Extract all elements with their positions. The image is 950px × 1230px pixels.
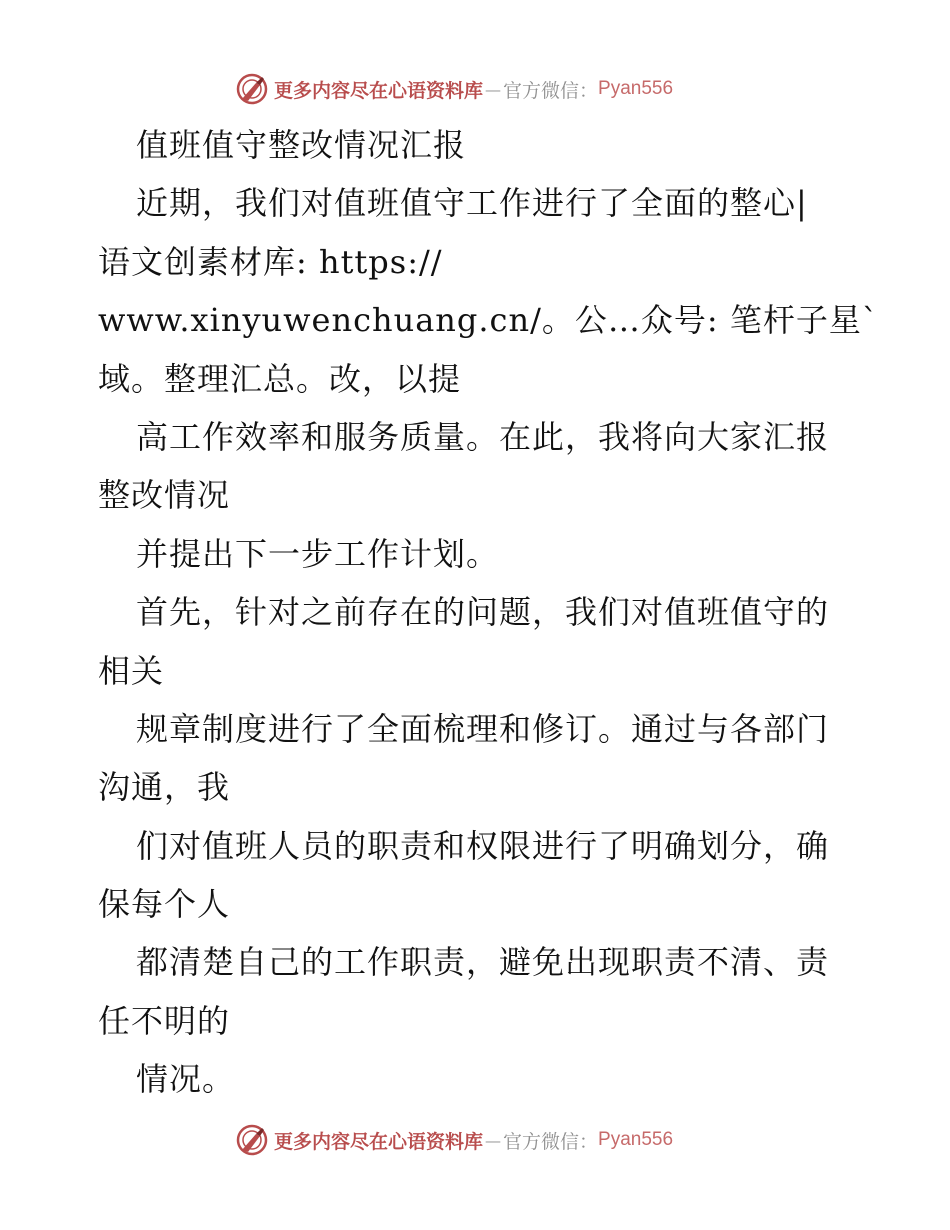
paragraph-line: 保每个人 <box>98 885 231 924</box>
watermark-text: 更多内容尽在心语资料库 <box>274 79 484 102</box>
paragraph-line: 都清楚自己的工作职责，避免出现职责不清、责 <box>136 943 830 982</box>
watermark-separator: — <box>485 79 502 99</box>
paragraph-line: 任不明的 <box>98 1001 231 1040</box>
pen-logo-icon <box>236 1124 268 1156</box>
paragraph-line: 高工作效率和服务质量。在此，我将向大家汇报 <box>136 417 830 456</box>
paragraph-line: 们对值班人员的职责和权限进行了明确划分，确 <box>136 826 830 865</box>
paragraph-line: 近期，我们对值班值守工作进行了全面的整心| <box>136 184 808 223</box>
paragraph-line: www.xinyuwenchuang.cn/。公…众号: 笔杆子星` <box>98 301 879 340</box>
watermark-separator: — <box>485 1130 502 1150</box>
watermark-wechat-label: 官方微信： <box>503 1130 599 1153</box>
document-body <box>98 116 888 1109</box>
header-watermark <box>236 72 673 106</box>
paragraph-line: 相关 <box>98 651 165 690</box>
paragraph-line: 并提出下一步工作计划。 <box>136 534 500 573</box>
paragraph-line: 沟通，我 <box>98 768 231 807</box>
paragraph-line: 规章制度进行了全面梳理和修订。通过与各部门 <box>136 709 830 748</box>
watermark-text: 更多内容尽在心语资料库 <box>274 1130 484 1153</box>
paragraph-line: 首先，针对之前存在的问题，我们对值班值守的 <box>136 593 830 632</box>
watermark-wechat-id: Pyan556 <box>598 1129 674 1150</box>
paragraph-line: 语文创素材库: https:// <box>98 242 443 281</box>
paragraph-line: 域。整理汇总。改，以提 <box>98 359 462 398</box>
pen-logo-icon <box>236 73 268 105</box>
paragraph-line: 整改情况 <box>98 476 231 515</box>
footer-watermark <box>236 1123 673 1157</box>
paragraph-line: 情况。 <box>136 1060 236 1099</box>
watermark-wechat-id: Pyan556 <box>598 78 674 99</box>
watermark-wechat-label: 官方微信： <box>503 79 599 102</box>
document-title: 值班值守整改情况汇报 <box>136 126 467 164</box>
